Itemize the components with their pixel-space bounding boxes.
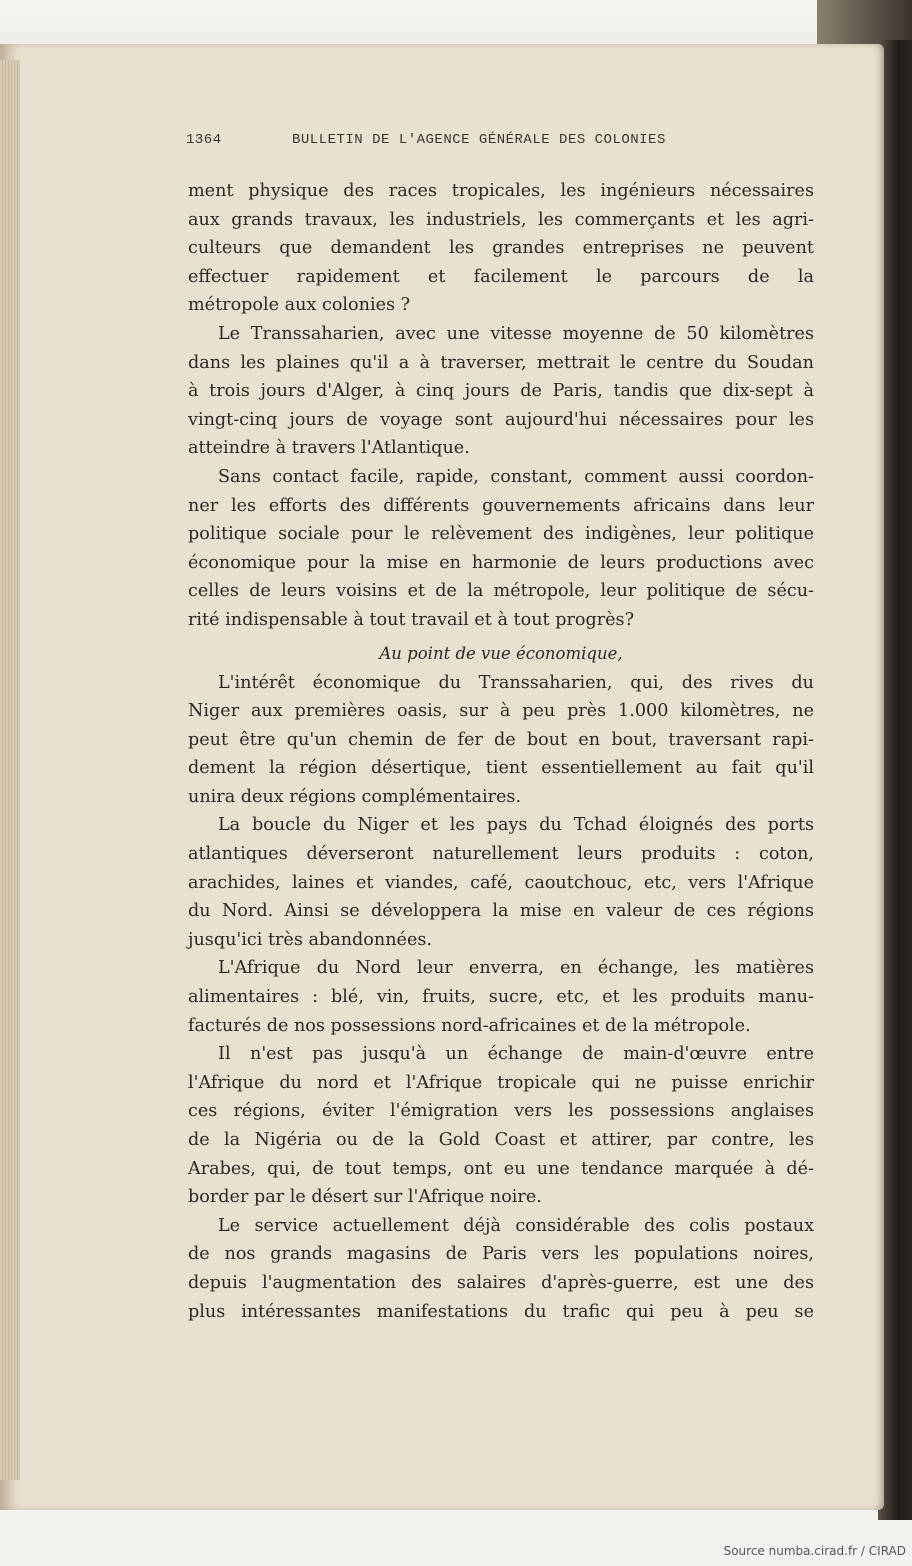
- text-line: peut être qu'un chemin de fer de bout en bout, traversant rapi-: [188, 729, 814, 750]
- text-line: depuis l'augmentation des salaires d'après-guerre, est une des: [188, 1272, 814, 1293]
- running-title: BULLETIN DE L'AGENCE GÉNÉRALE DES COLONIES: [292, 132, 666, 148]
- background: [0, 0, 912, 50]
- text-line: Il n'est pas jusqu'à un échange de main-d'œuvre entre: [218, 1044, 814, 1065]
- text-line: L'intérêt économique du Transsaharien, qui, des rives du: [218, 672, 814, 693]
- text-line: effectuer rapidement et facilement le parcours de la: [188, 266, 814, 287]
- text-line: arachides, laines et viandes, café, caoutchouc, etc, vers l'Afrique: [188, 872, 814, 893]
- text-line: plus intéressantes manifestations du trafic qui peu à peu se: [188, 1301, 814, 1322]
- paragraph: [188, 954, 814, 1040]
- text-line: Le Transsaharien, avec une vitesse moyenne de 50 kilomètres: [218, 323, 814, 344]
- paragraph: [188, 463, 814, 635]
- text-line: dement la région désertique, tient essentiellement au fait qu'il: [188, 758, 814, 779]
- text-line: Sans contact facile, rapide, constant, comment aussi coordon-: [218, 466, 814, 487]
- text-line: aux grands travaux, les industriels, les commerçants et les agri-: [188, 209, 814, 230]
- text-line: celles de leurs voisins et de la métropole, leur politique de sécu-: [188, 581, 814, 602]
- paragraph: [188, 177, 814, 320]
- text-line: border par le désert sur l'Afrique noire.: [188, 1187, 542, 1208]
- body-text: [188, 177, 814, 1326]
- text-line: La boucle du Niger et les pays du Tchad éloignés des ports: [218, 815, 814, 836]
- text-line: Le service actuellement déjà considérable des colis postaux: [218, 1215, 814, 1236]
- text-line: ment physique des races tropicales, les ingénieurs nécessaires: [188, 181, 814, 201]
- text-line: l'Afrique du nord et l'Afrique tropicale qui ne puisse enrichir: [188, 1072, 814, 1093]
- text-line: L'Afrique du Nord leur enverra, en échange, les matières: [218, 958, 814, 979]
- text-line: ces régions, éviter l'émigration vers les possessions anglaises: [188, 1101, 814, 1122]
- text-line: unira deux régions complémentaires.: [188, 786, 522, 807]
- text-line: jusqu'ici très abandonnées.: [188, 929, 432, 950]
- paragraph: [188, 1040, 814, 1212]
- text-line: du Nord. Ainsi se développera la mise en valeur de ces régions: [188, 901, 814, 922]
- text-line: alimentaires : blé, vin, fruits, sucre, etc, et les produits manu-: [188, 987, 814, 1008]
- source-credit: Source numba.cirad.fr / CIRAD: [723, 1544, 906, 1558]
- text-line: ner les efforts des différents gouvernements africains dans leur: [188, 495, 814, 516]
- paragraphs-after: [188, 669, 814, 1327]
- paragraph: [188, 320, 814, 463]
- text-line: politique sociale pour le relèvement des indigènes, leur politique: [188, 524, 814, 545]
- section-heading: Au point de vue économique,: [379, 643, 623, 663]
- text-line: Arabes, qui, de tout temps, ont eu une tendance marquée à dé-: [188, 1158, 814, 1179]
- page-number: 1364: [186, 132, 222, 148]
- text-line: vingt-cinq jours de voyage sont aujourd'hui nécessaires pour les: [188, 409, 814, 430]
- text-line: rité indispensable à tout travail et à tout progrès?: [188, 609, 635, 630]
- text-line: dans les plaines qu'il a à traverser, mettrait le centre du Soudan: [188, 352, 814, 373]
- text-line: atteindre à travers l'Atlantique.: [188, 438, 470, 459]
- text-line: métropole aux colonies ?: [188, 295, 411, 316]
- text-line: culteurs que demandent les grandes entreprises ne peuvent: [188, 238, 814, 259]
- paragraphs-before: [188, 177, 814, 635]
- paragraph: [188, 669, 814, 812]
- text-line: Niger aux premières oasis, sur à peu près 1.000 kilomètres, ne: [188, 701, 814, 722]
- text-line: économique pour la mise en harmonie de leurs productions avec: [188, 552, 814, 573]
- paragraph: [188, 811, 814, 954]
- page-stack-edges: [0, 60, 20, 1480]
- text-line: atlantiques déverseront naturellement leurs produits : coton,: [188, 844, 814, 865]
- paragraph: [188, 1212, 814, 1326]
- text-line: de nos grands magasins de Paris vers les populations noires,: [188, 1244, 814, 1265]
- text-line: facturés de nos possessions nord-africaines et de la métropole.: [188, 1015, 751, 1036]
- text-line: à trois jours d'Alger, à cinq jours de Paris, tandis que dix-sept à: [188, 381, 814, 402]
- text-line: de la Nigéria ou de la Gold Coast et attirer, par contre, les: [188, 1130, 814, 1150]
